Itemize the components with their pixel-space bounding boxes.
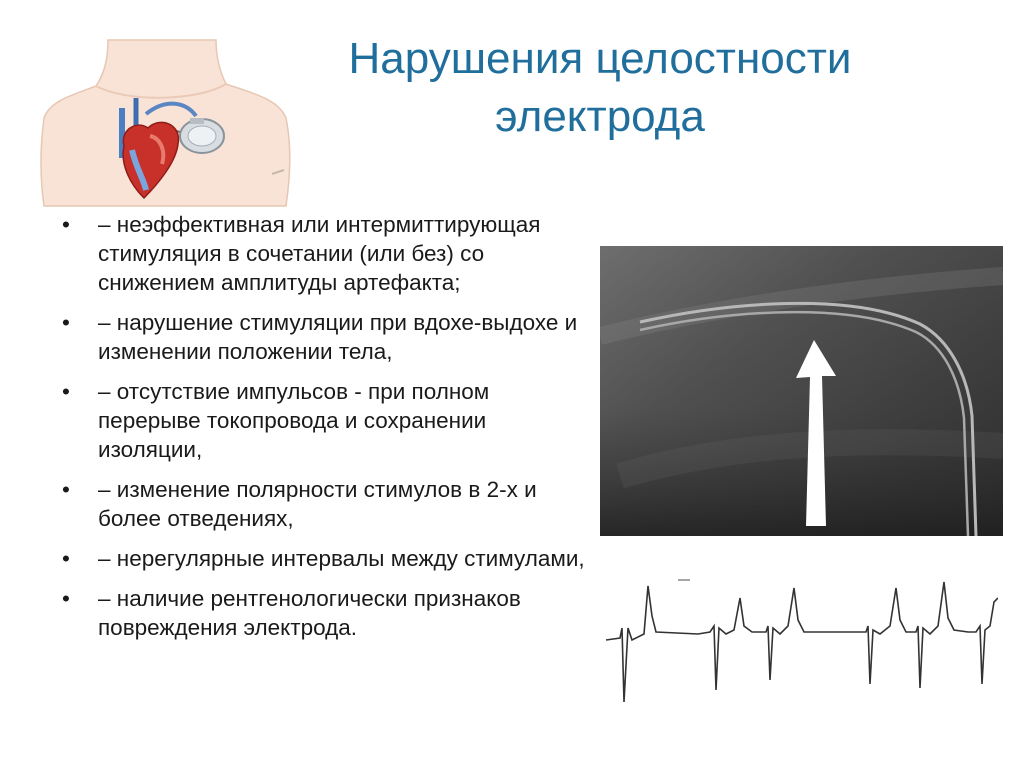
bullet-marker: • (62, 212, 70, 237)
bullet-marker: • (62, 546, 70, 571)
bullet-marker: • (62, 586, 70, 611)
bullet-item (58, 308, 588, 366)
bullet-text: – нарушение стимуляции при вдохе-выдохе и изменении положении тела, (98, 310, 578, 364)
bullet-text: – неэффективная или интермиттирующая стимуляция в сочетании (или без) со снижением амплитуды артефакта; (98, 212, 541, 295)
ecg-strip-icon (606, 568, 998, 708)
bullet-item (58, 584, 588, 642)
title-line-2: электрода (495, 92, 705, 141)
title-line-1: Нарушения целостности (348, 34, 852, 83)
bullet-text: – нерегулярные интервалы между стимулами, (98, 546, 585, 571)
bullet-item (58, 377, 588, 464)
bullet-text: – наличие рентгенологически признаков повреждения электрода. (98, 586, 521, 640)
bullet-item (58, 475, 588, 533)
bullet-marker: • (62, 310, 70, 335)
bullet-text: – изменение полярности стимулов в 2-х и более отведениях, (98, 477, 537, 531)
bullet-list (58, 210, 588, 653)
heart-pacemaker-illustration-icon (36, 38, 298, 208)
bullet-marker: • (62, 477, 70, 502)
slide-title (300, 30, 900, 146)
bullet-item (58, 544, 588, 573)
xray-image (600, 246, 1003, 536)
bullet-item (58, 210, 588, 297)
bullet-marker: • (62, 379, 70, 404)
bullet-text: – отсутствие импульсов - при полном перерыве токопровода и сохранении изоляции, (98, 379, 490, 462)
